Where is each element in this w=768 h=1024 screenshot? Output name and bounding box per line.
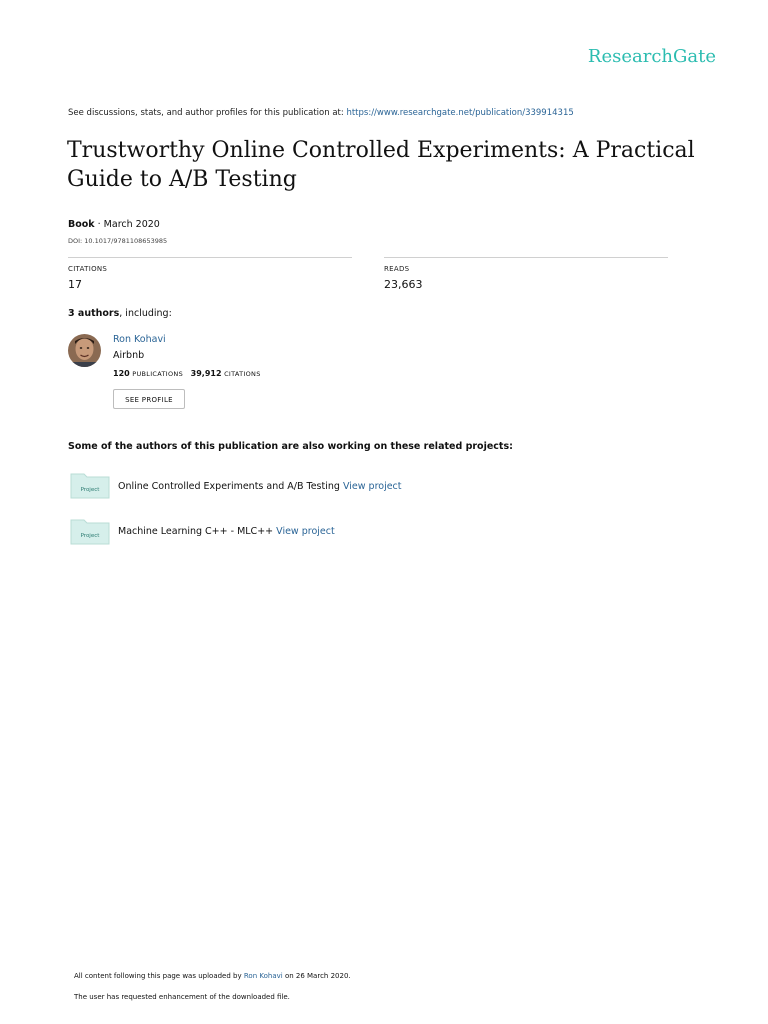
project-folder-icon[interactable] <box>70 517 110 545</box>
author-citations-count: 39,912 <box>190 369 222 378</box>
citations-label: CITATIONS <box>68 265 108 273</box>
publication-url-link[interactable]: https://www.researchgate.net/publication/339914315 <box>346 108 574 118</box>
see-profile-button[interactable]: SEE PROFILE <box>113 389 185 409</box>
project-item <box>118 481 402 492</box>
upload-note-prefix: All content following this page was uploaded by <box>74 972 242 980</box>
author-publications-count: 120 <box>113 369 130 378</box>
upload-note-date: on 26 March 2020. <box>284 972 351 980</box>
project-badge-label: Project <box>80 487 100 493</box>
view-project-link[interactable]: View project <box>276 526 335 537</box>
project-title: Online Controlled Experiments and A/B Testing <box>118 481 340 492</box>
project-badge-label: Project <box>80 533 100 539</box>
project-title: Machine Learning C++ - MLC++ <box>118 526 274 537</box>
avatar[interactable] <box>68 334 101 367</box>
author-publications-label: PUBLICATIONS <box>132 370 183 378</box>
reads-label: READS <box>384 265 410 273</box>
publication-title: Trustworthy Online Controlled Experiments: A Practical Guide to A/B Testing <box>67 138 695 192</box>
publication-doi: DOI: 10.1017/9781108653985 <box>68 237 168 245</box>
divider-right <box>384 257 668 258</box>
project-folder-icon[interactable] <box>70 471 110 499</box>
author-stats <box>113 369 261 378</box>
uploader-link[interactable]: Ron Kohavi <box>243 972 283 980</box>
publication-date: · March 2020 <box>94 219 160 230</box>
citations-value: 17 <box>68 278 82 291</box>
author-name-link[interactable]: Ron Kohavi <box>113 334 166 345</box>
enhancement-note: The user has requested enhancement of the downloaded file. <box>74 993 290 1001</box>
author-affiliation: Airbnb <box>113 350 145 361</box>
authors-heading <box>68 308 172 319</box>
avatar-photo-icon <box>68 334 101 367</box>
view-project-link[interactable]: View project <box>342 481 402 492</box>
publication-meta <box>68 219 160 230</box>
related-projects-heading: Some of the authors of this publication are also working on these related projects: <box>68 441 513 452</box>
author-citations-label: CITATIONS <box>224 370 261 378</box>
project-item <box>118 526 335 537</box>
reads-value: 23,663 <box>384 278 423 291</box>
researchgate-logo[interactable]: ResearchGate <box>587 46 716 67</box>
discussion-prefix: See discussions, stats, and author profiles for this publication at: <box>68 108 344 118</box>
discussion-line <box>68 108 574 118</box>
upload-note <box>74 972 351 980</box>
divider-left <box>68 257 352 258</box>
authors-count: 3 authors <box>68 308 120 319</box>
authors-including: , including: <box>119 308 172 319</box>
publication-type: Book <box>68 219 95 230</box>
